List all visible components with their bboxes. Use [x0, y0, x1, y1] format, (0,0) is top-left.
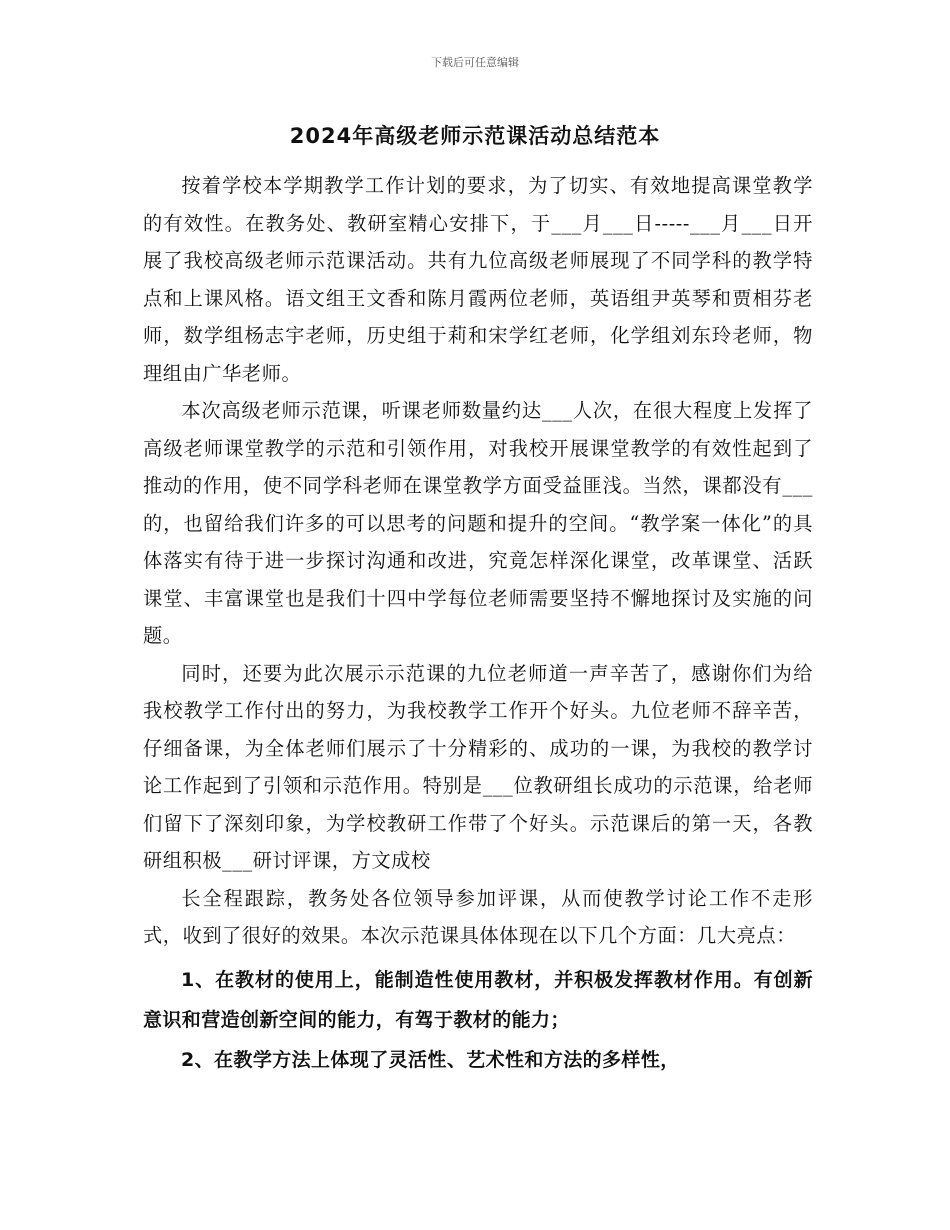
paragraph-followup: 长全程跟踪，教务处各位领导参加评课，从而使教学讨论工作不走形式，收到了很好的效果。本次示范课具体体现在以下几个方面：几大亮点：	[143, 886, 813, 947]
highlight-item-method: 2、在教学方法上体现了灵活性、艺术性和方法的多样性，	[181, 1048, 680, 1071]
paragraph-intro: 按着学校本学期教学工作计划的要求，为了切实、有效地提高课堂教学的有效性。在教务处、教研室精心安排下，于___月___日-----___月___日开展了我校高级老师示范课活动。共有九位高级老师展现了不同学科的教学特点和上课风格。语文组王文香和陈月霞两位老师，英语组尹英琴和贾相芬老师，数学组杨志宇老师，历史组于莉和宋学红老师，化学组刘东玲老师，物理组由广华老师。	[143, 174, 813, 385]
page-header-note: 下载后可任意编辑	[431, 56, 519, 69]
highlight-item-textbook: 1、在教材的使用上，能制造性使用教材，并积极发挥教材作用。有创新意识和营造创新空间的能力，有驾于教材的能力；	[143, 968, 813, 1031]
document-body	[143, 167, 813, 1080]
document-title: 2024年高级老师示范课活动总结范本	[289, 124, 661, 148]
paragraph-thanks: 同时，还要为此次展示示范课的九位老师道一声辛苦了，感谢你们为给我校教学工作付出的努力，为我校教学工作开个好头。九位老师不辞辛苦，仔细备课，为全体老师们展示了十分精彩的、成功的一课，为我校的教学讨论工作起到了引领和示范作用。特别是___位教研组长成功的示范课，给老师们留下了深刻印象，为学校教研工作带了个好头。示范课后的第一天，各教研组积极___研讨评课，方文成校	[143, 661, 813, 872]
paragraph-effect: 本次高级老师示范课，听课老师数量约达___人次，在很大程度上发挥了高级老师课堂教学的示范和引领作用，对我校开展课堂教学的有效性起到了推动的作用，使不同学科老师在课堂教学方面受益匪浅。当然，课都没有___的，也留给我们许多的可以思考的问题和提升的空间。“教学案一体化”的具体落实有待于进一步探讨沟通和改进，究竟怎样深化课堂，改革课堂、活跃课堂、丰富课堂也是我们十四中学每位老师需要坚持不懈地探讨及实施的问题。	[143, 399, 813, 647]
